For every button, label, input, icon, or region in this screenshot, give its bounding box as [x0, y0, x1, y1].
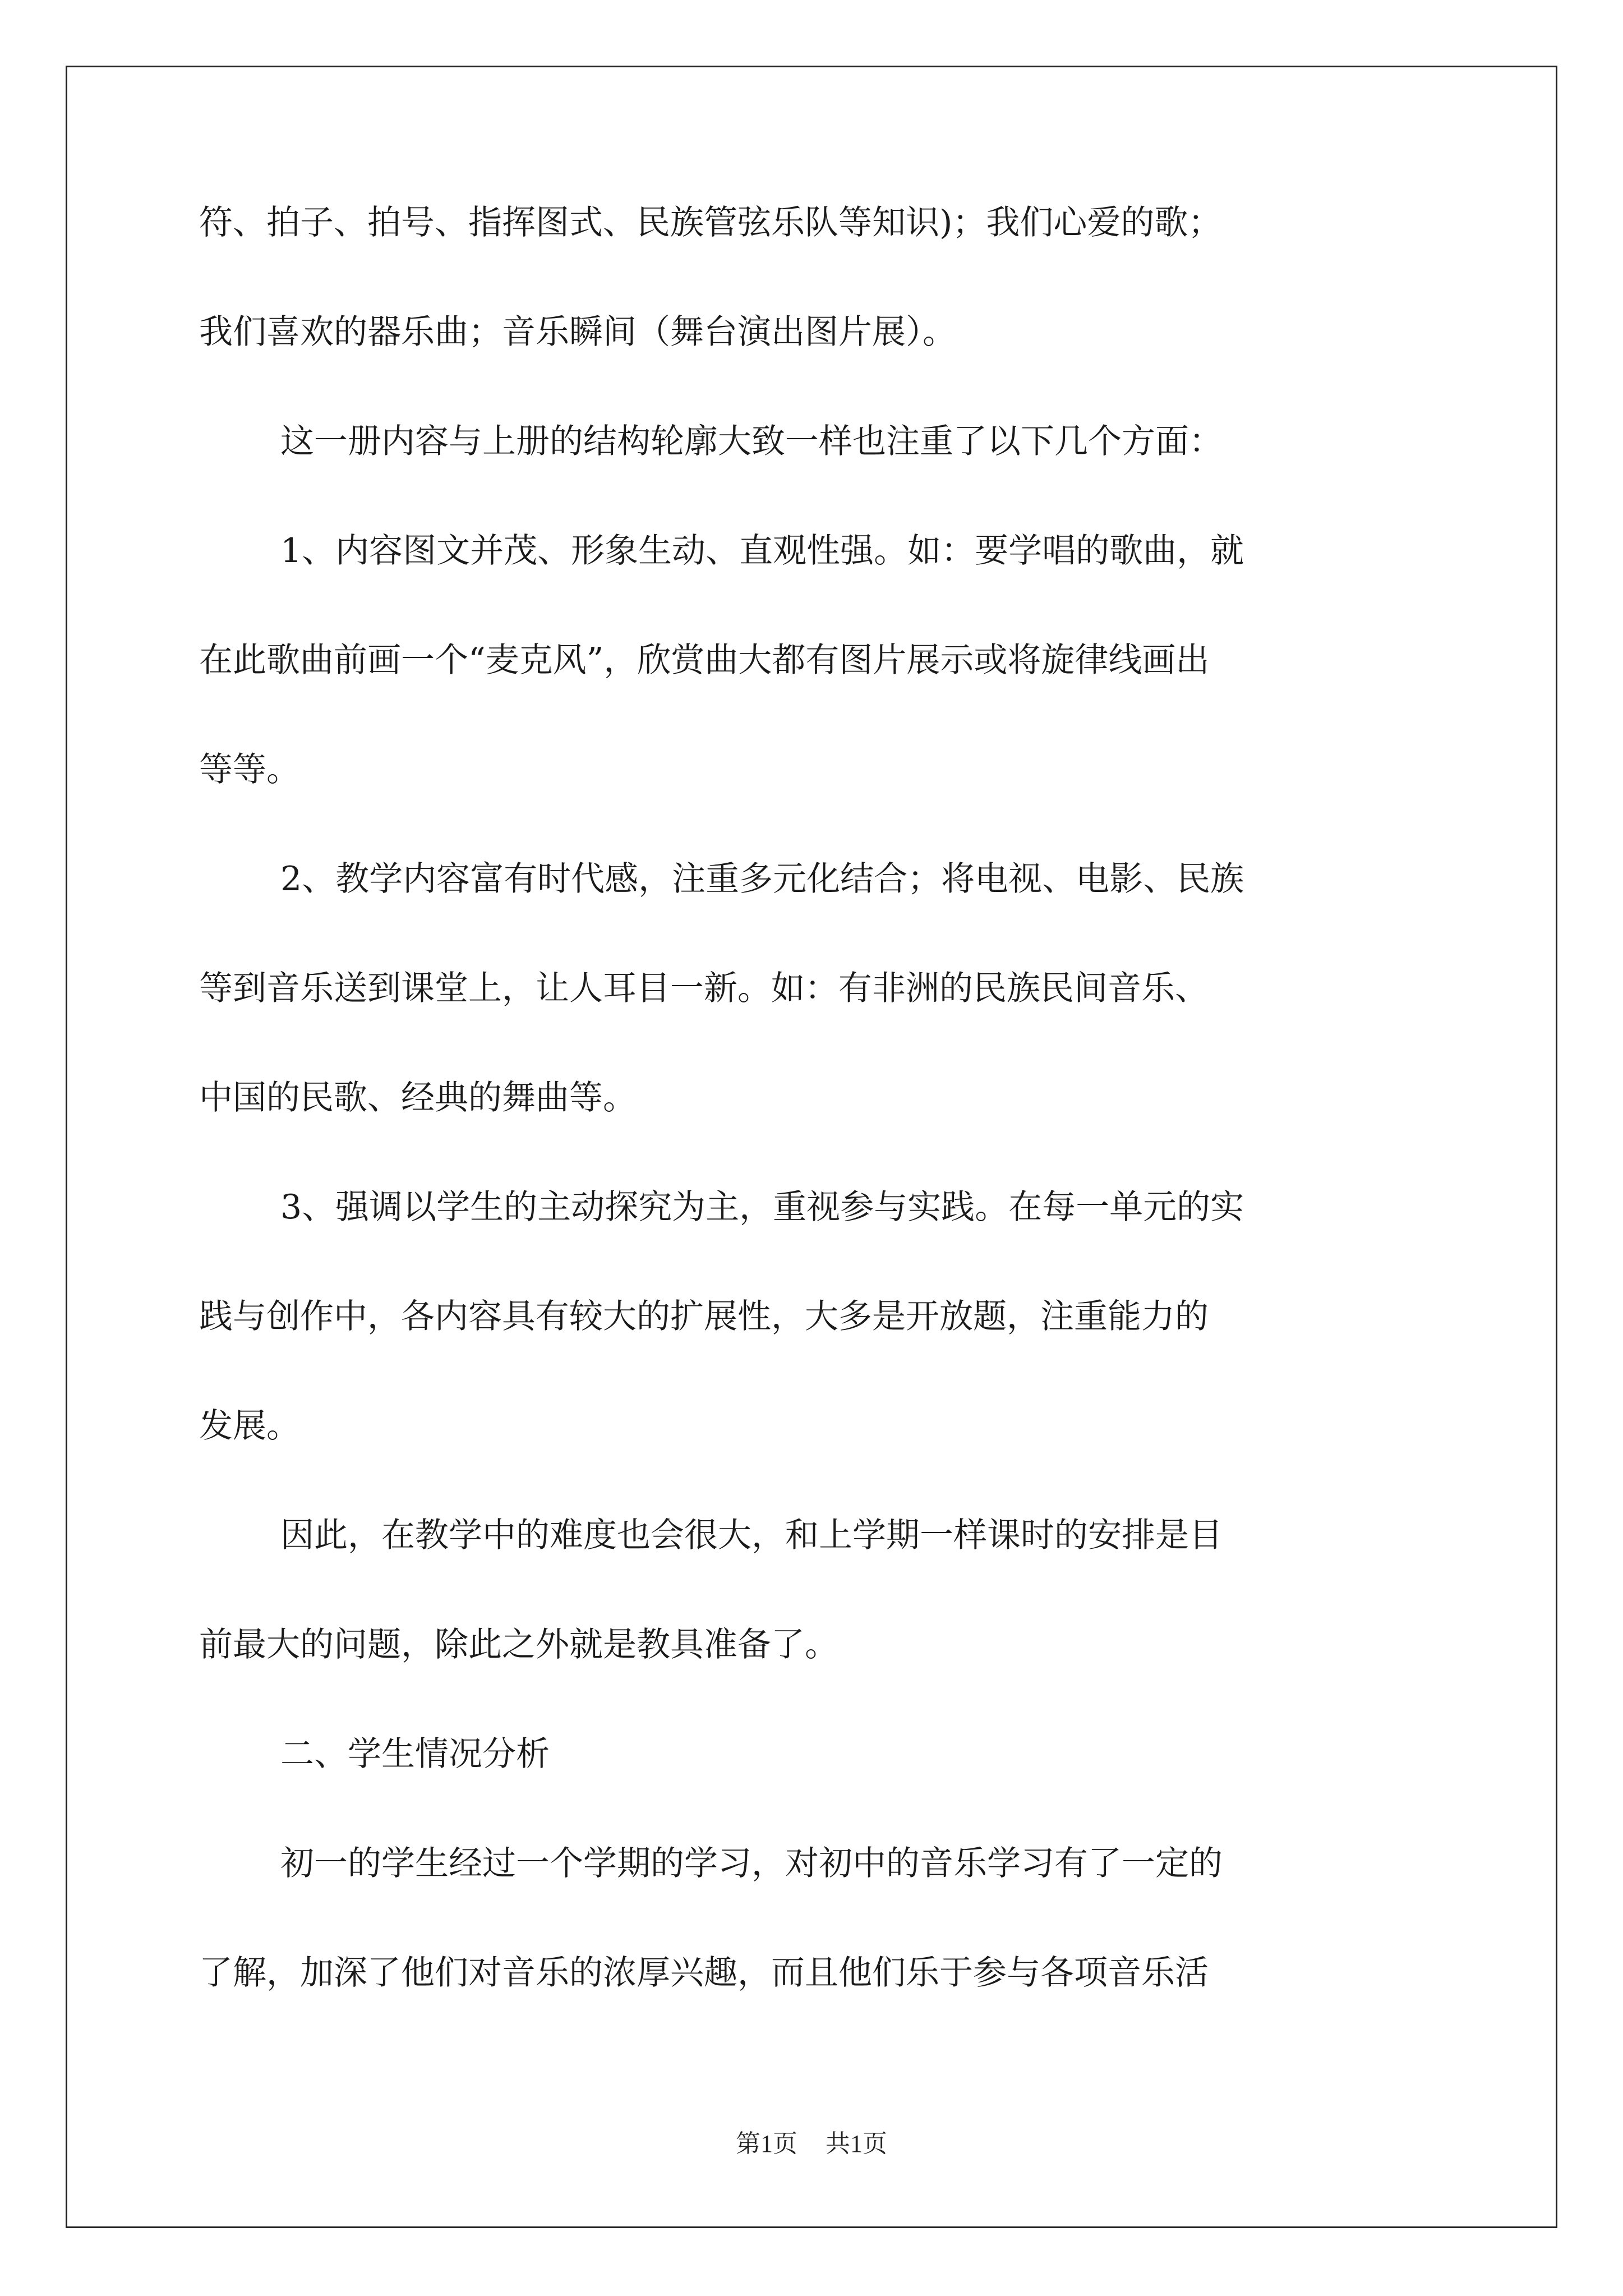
text-line: 等到音乐送到课堂上，让人耳目一新。如：有非洲的民族民间音乐、: [199, 969, 1209, 1008]
text-line: 践与创作中，各内容具有较大的扩展性，大多是开放题，注重能力的: [199, 1297, 1209, 1336]
section-heading: 二、学生情况分析: [280, 1734, 550, 1774]
document-body: [199, 203, 1427, 1993]
text-line: 前最大的问题，除此之外就是教具准备了。: [199, 1625, 838, 1664]
text-line: 在此歌曲前画一个“麦克风”，欣赏曲大都有图片展示或将旋律线画出: [199, 641, 1210, 680]
text-line: 2、教学内容富有时代感，注重多元化结合；将电视、电影、民族: [280, 859, 1244, 899]
text-line: 符、拍子、拍号、指挥图式、民族管弦乐队等知识)；我们心爱的歌；: [199, 203, 1222, 242]
text-line: 了解，加深了他们对音乐的浓厚兴趣，而且他们乐于参与各项音乐活: [199, 1953, 1209, 1993]
text-line: 因此，在教学中的难度也会很大，和上学期一样课时的安排是目: [280, 1516, 1223, 1555]
page-footer: [0, 2130, 1623, 2158]
text-line: 3、强调以学生的主动探究为主，重视参与实践。在每一单元的实: [280, 1188, 1244, 1227]
page-total: 共1页: [826, 2130, 887, 2157]
page-number: 第1页: [736, 2130, 797, 2157]
text-line: 初一的学生经过一个学期的学习，对初中的音乐学习有了一定的: [280, 1844, 1223, 1883]
text-line: 发展。: [199, 1406, 300, 1446]
text-line: 等等。: [199, 750, 300, 789]
text-line: 中国的民歌、经典的舞曲等。: [199, 1078, 637, 1117]
text-line: 这一册内容与上册的结构轮廓大致一样也注重了以下几个方面：: [280, 422, 1223, 461]
text-line: 我们喜欢的器乐曲；音乐瞬间（舞台演出图片展）。: [199, 312, 956, 352]
text-line: 1、内容图文并茂、形象生动、直观性强。如：要学唱的歌曲，就: [280, 531, 1244, 570]
